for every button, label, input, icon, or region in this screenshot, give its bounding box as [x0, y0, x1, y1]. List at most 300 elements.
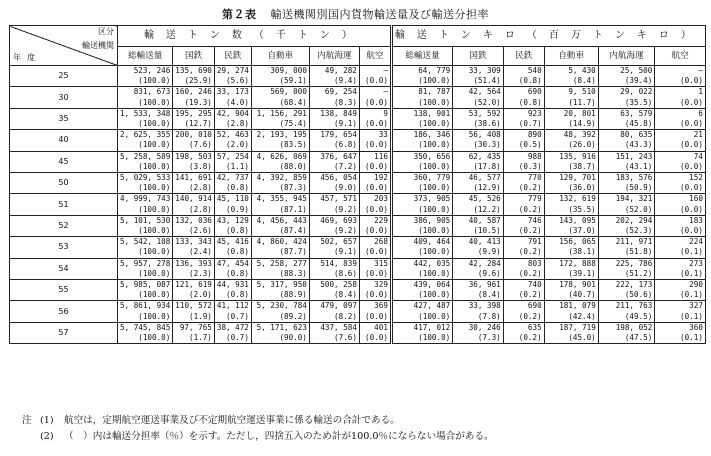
value-cell: 1, 533, 348 — [118, 108, 173, 119]
share-cell: (2.3) — [173, 269, 215, 280]
value-cell: 45, 416 — [214, 237, 251, 248]
year-cell: 54 — [10, 258, 118, 279]
year-cell: 30 — [10, 87, 118, 108]
share-cell: (0.0) — [359, 226, 391, 237]
value-cell: 42, 284 — [453, 258, 504, 269]
value-cell: 160, 246 — [173, 87, 215, 98]
share-cell: (0.0) — [359, 119, 391, 130]
share-cell: (17.8) — [453, 162, 504, 173]
value-cell: 48, 392 — [544, 130, 598, 141]
share-cell: (0.2) — [503, 247, 544, 258]
value-cell: 121, 619 — [173, 280, 215, 291]
share-cell: (5.6) — [214, 76, 251, 87]
value-cell: 502, 657 — [309, 237, 359, 248]
value-cell: 64, 779 — [391, 66, 452, 77]
share-cell: (100.0) — [391, 140, 452, 151]
value-cell: 21 — [655, 130, 706, 141]
share-cell: (100.0) — [391, 183, 452, 194]
freight-table — [9, 25, 706, 344]
table-row — [10, 237, 706, 248]
share-cell: (0.8) — [503, 76, 544, 87]
value-cell: 5, 258, 589 — [118, 151, 173, 162]
share-cell: (1.9) — [173, 312, 215, 323]
value-cell: 20, 801 — [544, 108, 598, 119]
share-cell: (9.4) — [309, 76, 359, 87]
value-cell: 5, 029, 533 — [118, 173, 173, 184]
value-cell: 4, 626, 069 — [251, 151, 309, 162]
share-cell: (0.0) — [655, 76, 706, 87]
share-cell: (6.8) — [309, 140, 359, 151]
value-cell: 373, 905 — [391, 194, 452, 205]
value-cell: 779 — [503, 194, 544, 205]
share-cell: (0.0) — [655, 140, 706, 151]
note-index: (2) — [40, 431, 54, 442]
share-cell: (0.8) — [214, 269, 251, 280]
share-cell: (87.4) — [251, 226, 309, 237]
share-cell: (100.0) — [118, 76, 173, 87]
share-cell: (8.6) — [309, 269, 359, 280]
year-cell: 45 — [10, 151, 118, 172]
header-corner — [10, 26, 118, 66]
year-cell: 25 — [10, 66, 118, 87]
value-cell: 9 — [359, 108, 391, 119]
value-cell: 172, 888 — [544, 258, 598, 269]
share-cell: (0.0) — [359, 98, 391, 109]
share-cell: (0.0) — [359, 205, 391, 216]
share-cell: (3.8) — [173, 162, 215, 173]
column-header: 民鉄 — [214, 47, 251, 66]
share-cell: (39.4) — [598, 76, 655, 87]
value-cell: 360, 779 — [391, 173, 452, 184]
share-cell: (100.0) — [391, 76, 452, 87]
share-cell: (1.7) — [173, 333, 215, 344]
share-cell: (100.0) — [118, 312, 173, 323]
value-cell: 479, 097 — [309, 301, 359, 312]
table-row — [10, 301, 706, 312]
note-1 — [22, 412, 400, 426]
value-cell: 5, 171, 623 — [251, 322, 309, 333]
share-cell: (2.8) — [214, 119, 251, 130]
share-cell: (0.8) — [214, 290, 251, 301]
value-cell: 33, 398 — [453, 301, 504, 312]
share-cell: (9.9) — [453, 247, 504, 258]
value-cell: 5, 861, 934 — [118, 301, 173, 312]
share-cell: (8.4) — [453, 290, 504, 301]
column-header: 総輸送量 — [391, 47, 452, 66]
share-cell: (88.9) — [251, 290, 309, 301]
share-cell: (100.0) — [391, 269, 452, 280]
note-2 — [22, 428, 494, 442]
share-cell: (75.4) — [251, 119, 309, 130]
share-cell: (39.1) — [544, 269, 598, 280]
column-header: 航空 — [359, 47, 391, 66]
column-header: 総輸送量 — [118, 47, 173, 66]
value-cell: 569, 000 — [251, 87, 309, 98]
share-cell: (42.4) — [544, 312, 598, 323]
value-cell: 41, 112 — [214, 301, 251, 312]
value-cell: 4, 355, 945 — [251, 194, 309, 205]
share-cell: (2.0) — [214, 140, 251, 151]
share-cell: (88.3) — [251, 269, 309, 280]
column-header: 航空 — [655, 47, 706, 66]
value-cell: 5, 957, 278 — [118, 258, 173, 269]
value-cell: 514, 839 — [309, 258, 359, 269]
value-cell: 5, 101, 530 — [118, 215, 173, 226]
value-cell: 135, 690 — [173, 66, 215, 77]
share-cell: (2.0) — [173, 290, 215, 301]
value-cell: 5, 985, 087 — [118, 280, 173, 291]
table-row — [10, 130, 706, 141]
value-cell: 179, 654 — [309, 130, 359, 141]
share-cell: (51.2) — [598, 269, 655, 280]
table-title — [0, 6, 711, 22]
year-cell: 35 — [10, 108, 118, 129]
share-cell: (0.1) — [655, 269, 706, 280]
year-cell: 57 — [10, 322, 118, 343]
share-cell: (83.5) — [251, 140, 309, 151]
value-cell: 4, 999, 743 — [118, 194, 173, 205]
value-cell: 192 — [359, 173, 391, 184]
share-cell: (45.8) — [598, 119, 655, 130]
value-cell: 143, 095 — [544, 215, 598, 226]
value-cell: 9, 510 — [544, 87, 598, 98]
share-cell: (0.7) — [214, 333, 251, 344]
share-cell: (8.4) — [544, 76, 598, 87]
value-cell: 45, 526 — [453, 194, 504, 205]
value-cell: 360 — [655, 322, 706, 333]
value-cell: 29, 022 — [598, 87, 655, 98]
share-cell: (0.7) — [214, 312, 251, 323]
share-cell: (0.7) — [503, 119, 544, 130]
share-cell: (0.2) — [503, 226, 544, 237]
value-cell: 329 — [359, 280, 391, 291]
value-cell: 268 — [359, 237, 391, 248]
value-cell: 315 — [359, 258, 391, 269]
share-cell: (50.9) — [598, 183, 655, 194]
value-cell: 152 — [655, 173, 706, 184]
value-cell: 224 — [655, 237, 706, 248]
value-cell: 2, 625, 355 — [118, 130, 173, 141]
value-cell: — — [359, 66, 391, 77]
value-cell: 136, 393 — [173, 258, 215, 269]
share-cell: (49.5) — [598, 312, 655, 323]
value-cell: 211, 971 — [598, 237, 655, 248]
value-cell: 25, 500 — [598, 66, 655, 77]
share-cell: (100.0) — [391, 98, 452, 109]
value-cell: 327 — [655, 301, 706, 312]
value-cell: 30, 246 — [453, 322, 504, 333]
share-cell: (2.8) — [173, 205, 215, 216]
table-row — [10, 87, 706, 98]
value-cell: 409, 464 — [391, 237, 452, 248]
share-cell: (12.2) — [453, 205, 504, 216]
share-cell: (9.6) — [453, 269, 504, 280]
value-cell: 140, 914 — [173, 194, 215, 205]
share-cell: (51.4) — [453, 76, 504, 87]
share-cell: (0.0) — [359, 333, 391, 344]
share-cell: (100.0) — [391, 162, 452, 173]
value-cell: 186, 346 — [391, 130, 452, 141]
share-cell: (0.2) — [503, 333, 544, 344]
value-cell: 222, 173 — [598, 280, 655, 291]
share-cell: (0.2) — [503, 205, 544, 216]
table-row — [10, 322, 706, 333]
value-cell: 181, 079 — [544, 301, 598, 312]
share-cell: (43.1) — [598, 162, 655, 173]
share-cell: (8.4) — [309, 290, 359, 301]
share-cell: (87.1) — [251, 205, 309, 216]
corner-year: 年度 — [13, 52, 41, 62]
column-header: 内航海運 — [309, 47, 359, 66]
share-cell: (100.0) — [118, 162, 173, 173]
value-cell: 203 — [359, 194, 391, 205]
year-cell: 40 — [10, 130, 118, 151]
share-cell: (40.7) — [544, 290, 598, 301]
share-cell: (2.4) — [173, 247, 215, 258]
value-cell: 40, 587 — [453, 215, 504, 226]
value-cell: 29, 274 — [214, 66, 251, 77]
share-cell: (52.3) — [598, 226, 655, 237]
value-cell: 49, 282 — [309, 66, 359, 77]
table-row — [10, 215, 706, 226]
value-cell: 135, 916 — [544, 151, 598, 162]
value-cell: 5, 745, 845 — [118, 322, 173, 333]
value-cell: 53, 592 — [453, 108, 504, 119]
value-cell: 417, 012 — [391, 322, 452, 333]
header-ton-km: 輸送トンキロ（百万トンキロ） — [391, 26, 705, 47]
share-cell: (8.2) — [309, 312, 359, 323]
share-cell: (0.0) — [655, 205, 706, 216]
share-cell: (100.0) — [118, 247, 173, 258]
value-cell: 33 — [359, 130, 391, 141]
share-cell: (0.3) — [503, 162, 544, 173]
value-cell: 5, 258, 277 — [251, 258, 309, 269]
share-cell: (0.8) — [503, 98, 544, 109]
share-cell: (0.0) — [655, 183, 706, 194]
value-cell: 33, 309 — [453, 66, 504, 77]
year-cell: 52 — [10, 215, 118, 236]
share-cell: (100.0) — [118, 140, 173, 151]
share-cell: (0.8) — [214, 183, 251, 194]
share-cell: (100.0) — [391, 119, 452, 130]
share-cell: (26.0) — [544, 140, 598, 151]
value-cell: 746 — [503, 215, 544, 226]
value-cell: 151, 243 — [598, 151, 655, 162]
value-cell: 36, 961 — [453, 280, 504, 291]
share-cell: (0.2) — [503, 269, 544, 280]
value-cell: 500, 258 — [309, 280, 359, 291]
year-cell: 53 — [10, 237, 118, 258]
share-cell: (59.1) — [251, 76, 309, 87]
table-row — [10, 258, 706, 269]
year-cell: 55 — [10, 280, 118, 301]
note-text: （ ）内は輸送分担率（％）を示す。ただし，四捨五入のため計が100.0％にならない場合がある。 — [64, 431, 494, 442]
table-row — [10, 280, 706, 291]
share-cell: (100.0) — [391, 290, 452, 301]
value-cell: 138, 849 — [309, 108, 359, 119]
share-cell: (100.0) — [391, 226, 452, 237]
share-cell: (0.2) — [503, 290, 544, 301]
value-cell: 803 — [503, 258, 544, 269]
share-cell: (0.0) — [359, 162, 391, 173]
value-cell: 183, 576 — [598, 173, 655, 184]
share-cell: (100.0) — [118, 205, 173, 216]
value-cell: 770 — [503, 173, 544, 184]
share-cell: (30.3) — [453, 140, 504, 151]
share-cell: (19.3) — [173, 98, 215, 109]
share-cell: (0.1) — [655, 333, 706, 344]
corner-transport: 輸送機関 — [82, 41, 114, 50]
value-cell: 56, 408 — [453, 130, 504, 141]
table-row — [10, 151, 706, 162]
value-cell: 45, 110 — [214, 194, 251, 205]
value-cell: 42, 904 — [214, 108, 251, 119]
share-cell: (35.5) — [598, 98, 655, 109]
table-row — [10, 66, 706, 77]
share-cell: (100.0) — [118, 269, 173, 280]
value-cell: 132, 619 — [544, 194, 598, 205]
share-cell: (100.0) — [118, 290, 173, 301]
share-cell: (9.2) — [309, 205, 359, 216]
value-cell: — — [359, 87, 391, 98]
value-cell: 52, 463 — [214, 130, 251, 141]
value-cell: 229 — [359, 215, 391, 226]
share-cell: (100.0) — [391, 205, 452, 216]
share-cell: (2.8) — [173, 183, 215, 194]
value-cell: 4, 860, 424 — [251, 237, 309, 248]
value-cell: 690 — [503, 301, 544, 312]
year-cell: 56 — [10, 301, 118, 322]
note-text: 航空は，定期航空運送事業及び不定期航空運送事業に係る輸送の合計である。 — [64, 415, 400, 426]
share-cell: (0.8) — [214, 247, 251, 258]
share-cell: (0.1) — [655, 247, 706, 258]
value-cell: 5, 317, 950 — [251, 280, 309, 291]
share-cell: (0.1) — [655, 290, 706, 301]
share-cell: (0.0) — [655, 119, 706, 130]
value-cell: 42, 737 — [214, 173, 251, 184]
value-cell: — — [655, 66, 706, 77]
value-cell: 57, 254 — [214, 151, 251, 162]
value-cell: 69, 254 — [309, 87, 359, 98]
value-cell: 198, 052 — [598, 322, 655, 333]
value-cell: 63, 579 — [598, 108, 655, 119]
value-cell: 386, 905 — [391, 215, 452, 226]
share-cell: (50.6) — [598, 290, 655, 301]
table-caption: 輸送機関別国内貨物輸送量及び輸送分担率 — [270, 8, 489, 21]
value-cell: 44, 931 — [214, 280, 251, 291]
value-cell: 40, 413 — [453, 237, 504, 248]
value-cell: 187, 719 — [544, 322, 598, 333]
share-cell: (100.0) — [118, 119, 173, 130]
value-cell: 427, 487 — [391, 301, 452, 312]
share-cell: (89.2) — [251, 312, 309, 323]
value-cell: 831, 673 — [118, 87, 173, 98]
share-cell: (11.7) — [544, 98, 598, 109]
share-cell: (38.7) — [544, 162, 598, 173]
share-cell: (0.2) — [503, 312, 544, 323]
value-cell: 5, 542, 108 — [118, 237, 173, 248]
share-cell: (7.6) — [309, 333, 359, 344]
value-cell: 116 — [359, 151, 391, 162]
value-cell: 129, 701 — [544, 173, 598, 184]
value-cell: 350, 656 — [391, 151, 452, 162]
share-cell: (7.8) — [453, 312, 504, 323]
table-row — [10, 108, 706, 119]
value-cell: 62, 435 — [453, 151, 504, 162]
share-cell: (45.0) — [544, 333, 598, 344]
value-cell: 1, 156, 291 — [251, 108, 309, 119]
share-cell: (68.4) — [251, 98, 309, 109]
value-cell: 1 — [655, 87, 706, 98]
value-cell: 923 — [503, 108, 544, 119]
share-cell: (0.9) — [214, 205, 251, 216]
column-header: 内航海運 — [598, 47, 655, 66]
column-header: 国鉄 — [173, 47, 215, 66]
share-cell: (52.0) — [453, 98, 504, 109]
share-cell: (10.5) — [453, 226, 504, 237]
value-cell: 523, 246 — [118, 66, 173, 77]
value-cell: 42, 564 — [453, 87, 504, 98]
table-row — [10, 194, 706, 205]
value-cell: 290 — [655, 280, 706, 291]
value-cell: 194, 321 — [598, 194, 655, 205]
value-cell: 740 — [503, 280, 544, 291]
share-cell: (100.0) — [118, 333, 173, 344]
value-cell: 132, 036 — [173, 215, 215, 226]
share-cell: (87.7) — [251, 247, 309, 258]
value-cell: 110, 572 — [173, 301, 215, 312]
share-cell: (0.8) — [214, 226, 251, 237]
share-cell: (0.0) — [655, 162, 706, 173]
share-cell: (100.0) — [118, 98, 173, 109]
share-cell: (7.3) — [453, 333, 504, 344]
share-cell: (8.3) — [309, 98, 359, 109]
year-cell: 51 — [10, 194, 118, 215]
share-cell: (0.0) — [359, 76, 391, 87]
share-cell: (0.0) — [655, 226, 706, 237]
share-cell: (87.3) — [251, 183, 309, 194]
share-cell: (100.0) — [118, 183, 173, 194]
notes-label: 注 — [22, 415, 32, 426]
share-cell: (7.6) — [173, 140, 215, 151]
value-cell: 47, 454 — [214, 258, 251, 269]
share-cell: (100.0) — [391, 312, 452, 323]
column-header: 自動車 — [251, 47, 309, 66]
share-cell: (25.9) — [173, 76, 215, 87]
value-cell: 456, 054 — [309, 173, 359, 184]
column-header: 自動車 — [544, 47, 598, 66]
share-cell: (0.0) — [359, 247, 391, 258]
corner-category: 区分 — [98, 27, 114, 36]
value-cell: 156, 065 — [544, 237, 598, 248]
value-cell: 225, 786 — [598, 258, 655, 269]
share-cell: (2.6) — [173, 226, 215, 237]
value-cell: 442, 035 — [391, 258, 452, 269]
value-cell: 138, 901 — [391, 108, 452, 119]
note-index: (1) — [40, 415, 54, 426]
share-cell: (90.0) — [251, 333, 309, 344]
column-header: 民鉄 — [503, 47, 544, 66]
value-cell: 439, 064 — [391, 280, 452, 291]
share-cell: (4.0) — [214, 98, 251, 109]
value-cell: 133, 343 — [173, 237, 215, 248]
share-cell: (9.1) — [309, 119, 359, 130]
share-cell: (9.1) — [309, 247, 359, 258]
value-cell: 437, 584 — [309, 322, 359, 333]
value-cell: 376, 647 — [309, 151, 359, 162]
column-header: 国鉄 — [453, 47, 504, 66]
value-cell: 6 — [655, 108, 706, 119]
